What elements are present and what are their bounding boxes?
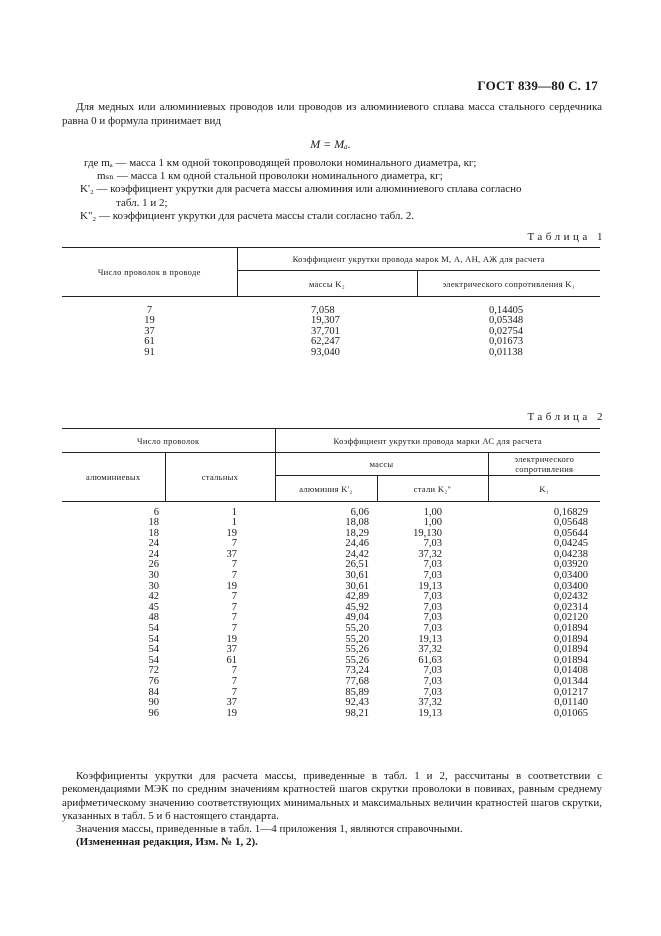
table-row bbox=[62, 677, 600, 688]
table-cell: 7,03 bbox=[423, 676, 442, 687]
table-cell: 18 bbox=[148, 527, 159, 539]
table1-col-mass: массы K₂ bbox=[237, 271, 417, 297]
table-cell: 1,00 bbox=[423, 517, 442, 529]
table-cell: 42,89 bbox=[345, 591, 369, 603]
table-cell: 0,01217 bbox=[553, 686, 588, 698]
table-cell: 7,03 bbox=[423, 570, 442, 582]
table-cell: 96 bbox=[148, 707, 159, 719]
table-row bbox=[62, 571, 600, 582]
table-cell: 18,08 bbox=[345, 517, 369, 529]
table-cell: 0,03920 bbox=[553, 559, 588, 571]
amendment-note: (Измененная редакция, Изм. № 1, 2). bbox=[76, 836, 258, 849]
table-cell: 24 bbox=[148, 538, 159, 550]
table-cell: 30,61 bbox=[345, 580, 369, 592]
table-row bbox=[62, 635, 600, 646]
table-cell: 0,02314 bbox=[553, 601, 588, 613]
table-row bbox=[62, 508, 600, 519]
table-cell: 7,03 bbox=[423, 601, 442, 613]
table-cell: 98,21 bbox=[345, 707, 369, 719]
table-row bbox=[62, 709, 600, 720]
table-cell: 19,130 bbox=[413, 527, 442, 539]
table-cell: 0,02120 bbox=[553, 612, 588, 624]
table-cell: 30 bbox=[148, 580, 159, 592]
table-cell: 19 bbox=[226, 527, 237, 539]
table2-group-header: Коэффициент укрутки провода марки АС для расчета bbox=[275, 429, 600, 453]
table-cell: 19,13 bbox=[418, 633, 442, 645]
table-cell: 19 bbox=[226, 580, 237, 592]
table-cell: 7 bbox=[231, 601, 237, 613]
table-row bbox=[62, 529, 600, 540]
table-cell: 90 bbox=[148, 697, 159, 709]
table-row bbox=[62, 688, 600, 699]
table-cell: 7 bbox=[231, 538, 237, 550]
table-cell: 0,01894 bbox=[553, 623, 588, 635]
table-row bbox=[62, 645, 600, 656]
table-row bbox=[62, 698, 600, 709]
definitions bbox=[62, 157, 602, 223]
footer-paragraph: Коэффициенты укрутки для расчета массы, приведенные в табл. 1 и 2, рассчитаны в соответствии с рекомендациями МЭК по средним значениям кратностей шагов скрутки проволоки в повивах, равным среднему арифметическому значению соответствующих минимальных и максимальных величин кратностей шагов скрутки, указанных в табл. 5 и 6 настоящего стандарта. bbox=[62, 770, 602, 822]
table-cell: 0,01894 bbox=[553, 633, 588, 645]
table-row bbox=[62, 613, 600, 624]
table-cell: 7 bbox=[231, 623, 237, 635]
formula: M = Mₐ. bbox=[310, 137, 351, 151]
table-cell: 0,03400 bbox=[553, 580, 588, 592]
table-cell: 0,01065 bbox=[553, 707, 588, 719]
table-cell: 45 bbox=[148, 601, 159, 613]
table-row: 37 37,701 0,02754 bbox=[144, 325, 524, 337]
table2-col-al: алюминиевых bbox=[62, 453, 165, 502]
table-cell: 7,03 bbox=[423, 612, 442, 624]
table1 bbox=[62, 247, 600, 358]
table-cell: 37,32 bbox=[418, 697, 442, 709]
table-cell: 0,01344 bbox=[553, 676, 588, 687]
table2-col-st-mass: стали K₂" bbox=[377, 476, 488, 502]
table-cell: 0,02432 bbox=[553, 591, 588, 603]
table-cell: 7 bbox=[231, 559, 237, 571]
table-cell: 37,32 bbox=[418, 548, 442, 560]
table-cell: 0,01140 bbox=[554, 697, 588, 709]
table-cell: 61,63 bbox=[418, 654, 442, 666]
table2-col-k1: K₁ bbox=[488, 476, 600, 502]
table-cell: 19,13 bbox=[418, 580, 442, 592]
table-cell: 54 bbox=[148, 644, 159, 656]
table-cell: 77,68 bbox=[345, 676, 369, 687]
table-cell: 48 bbox=[148, 612, 159, 624]
table-cell: 7,03 bbox=[423, 559, 442, 571]
table-row: 91 93,040 0,01138 bbox=[144, 346, 523, 358]
table-cell: 54 bbox=[148, 633, 159, 645]
definition-line: K'₂ — коэффициент укрутки для расчета массы алюминия или алюминиевого сплава согласно bbox=[80, 183, 522, 196]
table-cell: 37 bbox=[226, 644, 237, 656]
table-cell: 1 bbox=[231, 517, 237, 529]
table-cell: 0,04238 bbox=[553, 548, 588, 560]
table1-group-header: Коэффициент укрутки провода марок М, А, АН, АЖ для расчета bbox=[237, 248, 600, 271]
table-cell: 55,20 bbox=[345, 633, 369, 645]
table-cell: 0,01894 bbox=[553, 644, 588, 656]
table-cell: 49,04 bbox=[345, 612, 369, 624]
table-cell: 7 bbox=[231, 676, 237, 687]
table-cell: 18 bbox=[148, 517, 159, 529]
table-cell: 92,43 bbox=[345, 697, 369, 709]
table-cell: 0,01894 bbox=[553, 654, 588, 666]
table-row bbox=[62, 592, 600, 603]
table-cell: 1,00 bbox=[423, 506, 442, 518]
footer-paragraph: Значения массы, приведенные в табл. 1—4 приложения 1, являются справочными. bbox=[76, 823, 463, 836]
table-cell: 19 bbox=[226, 707, 237, 719]
table-cell: 7 bbox=[231, 591, 237, 603]
table-cell: 45,92 bbox=[345, 601, 369, 613]
table-cell: 55,26 bbox=[345, 644, 369, 656]
table-cell: 54 bbox=[148, 623, 159, 635]
table2-caption: Таблица 2 bbox=[527, 411, 606, 423]
table-cell: 37 bbox=[226, 697, 237, 709]
table-cell: 42 bbox=[148, 591, 159, 603]
table-row bbox=[62, 656, 600, 667]
table-cell: 0,16829 bbox=[553, 506, 588, 518]
table-row bbox=[62, 582, 600, 593]
definition-line: табл. 1 и 2; bbox=[116, 196, 168, 209]
table-cell: 54 bbox=[148, 654, 159, 666]
table-cell: 0,05648 bbox=[553, 517, 588, 529]
table-cell: 24 bbox=[148, 548, 159, 560]
table-cell: 84 bbox=[148, 686, 159, 698]
table-row: 19 19,307 0,05348 bbox=[144, 315, 524, 327]
table-cell: 0,03400 bbox=[553, 570, 588, 582]
table2 bbox=[62, 428, 600, 719]
table-cell: 85,89 bbox=[345, 686, 369, 698]
table2-col-wires-group: Число проволок bbox=[62, 429, 275, 453]
table-cell: 7 bbox=[231, 686, 237, 698]
table-cell: 18,29 bbox=[345, 527, 369, 539]
table-cell: 6,06 bbox=[350, 506, 369, 518]
table-cell: 0,01408 bbox=[553, 665, 588, 677]
table-cell: 61 bbox=[226, 654, 237, 666]
table-cell: 73,24 bbox=[345, 665, 369, 677]
table-cell: 37 bbox=[226, 548, 237, 560]
table2-res-header: электрического сопротивления bbox=[488, 453, 600, 476]
table-cell: 7,03 bbox=[423, 665, 442, 677]
table-cell: 7,03 bbox=[423, 591, 442, 603]
table-row bbox=[62, 624, 600, 635]
page-header: ГОСТ 839—80 С. 17 bbox=[477, 78, 598, 93]
table1-col-wires: Число проволок в проводе bbox=[62, 248, 237, 297]
definition-line: где mₐ — масса 1 км одной токопроводящей проволоки номинального диаметра, кг; bbox=[84, 157, 477, 169]
table-cell: 7,03 bbox=[423, 538, 442, 550]
table-cell: 30 bbox=[148, 570, 159, 582]
definition-line: mₛₙ — масса 1 км одной стальной проволоки номинального диаметра, кг; bbox=[97, 170, 443, 183]
table-cell: 26,51 bbox=[345, 559, 369, 571]
table-cell: 24,46 bbox=[345, 538, 369, 550]
table1-caption: Таблица 1 bbox=[527, 231, 606, 243]
table2-col-al-mass: алюминия K'₂ bbox=[275, 476, 377, 502]
table-cell: 0,05644 bbox=[553, 527, 588, 539]
table-row bbox=[62, 539, 600, 550]
footer-text bbox=[62, 770, 602, 850]
table-cell: 72 bbox=[148, 665, 159, 677]
table-row: 61 62,247 0,01673 bbox=[144, 336, 524, 348]
table-cell: 55,20 bbox=[345, 623, 369, 635]
table-row bbox=[62, 666, 600, 677]
table-cell: 1 bbox=[231, 506, 237, 518]
table-cell: 55,26 bbox=[345, 654, 369, 666]
table-cell: 76 bbox=[148, 676, 159, 687]
table-cell: 30,61 bbox=[345, 570, 369, 582]
definition-line: K"₂ — коэффициент укрутки для расчета массы стали согласно табл. 2. bbox=[80, 209, 415, 222]
table-cell: 26 bbox=[148, 559, 159, 571]
table-row: 7 7,058 0,14405 bbox=[146, 304, 524, 316]
table-row bbox=[62, 550, 600, 561]
intro-paragraph: Для медных или алюминиевых проводов или проводов из алюминиевого сплава масса стального сердечника равна 0 и формула принимает вид bbox=[62, 101, 602, 127]
table1-col-res: электрического сопротивления K₁ bbox=[417, 271, 600, 297]
table-cell: 37,32 bbox=[418, 644, 442, 656]
table2-mass-header: массы bbox=[275, 453, 488, 476]
table-cell: 7 bbox=[231, 570, 237, 582]
table-row bbox=[62, 518, 600, 529]
table-row bbox=[62, 560, 600, 571]
table2-col-st: стальных bbox=[165, 453, 275, 502]
table-cell: 7 bbox=[231, 665, 237, 677]
table-row bbox=[62, 603, 600, 614]
table-cell: 7,03 bbox=[423, 686, 442, 698]
table-cell: 7 bbox=[231, 612, 237, 624]
table-cell: 7,03 bbox=[423, 623, 442, 635]
table-cell: 0,04245 bbox=[553, 538, 588, 550]
table-cell: 19,13 bbox=[418, 707, 442, 719]
table-cell: 6 bbox=[153, 506, 159, 518]
table-cell: 24,42 bbox=[345, 548, 369, 560]
table-cell: 19 bbox=[226, 633, 237, 645]
